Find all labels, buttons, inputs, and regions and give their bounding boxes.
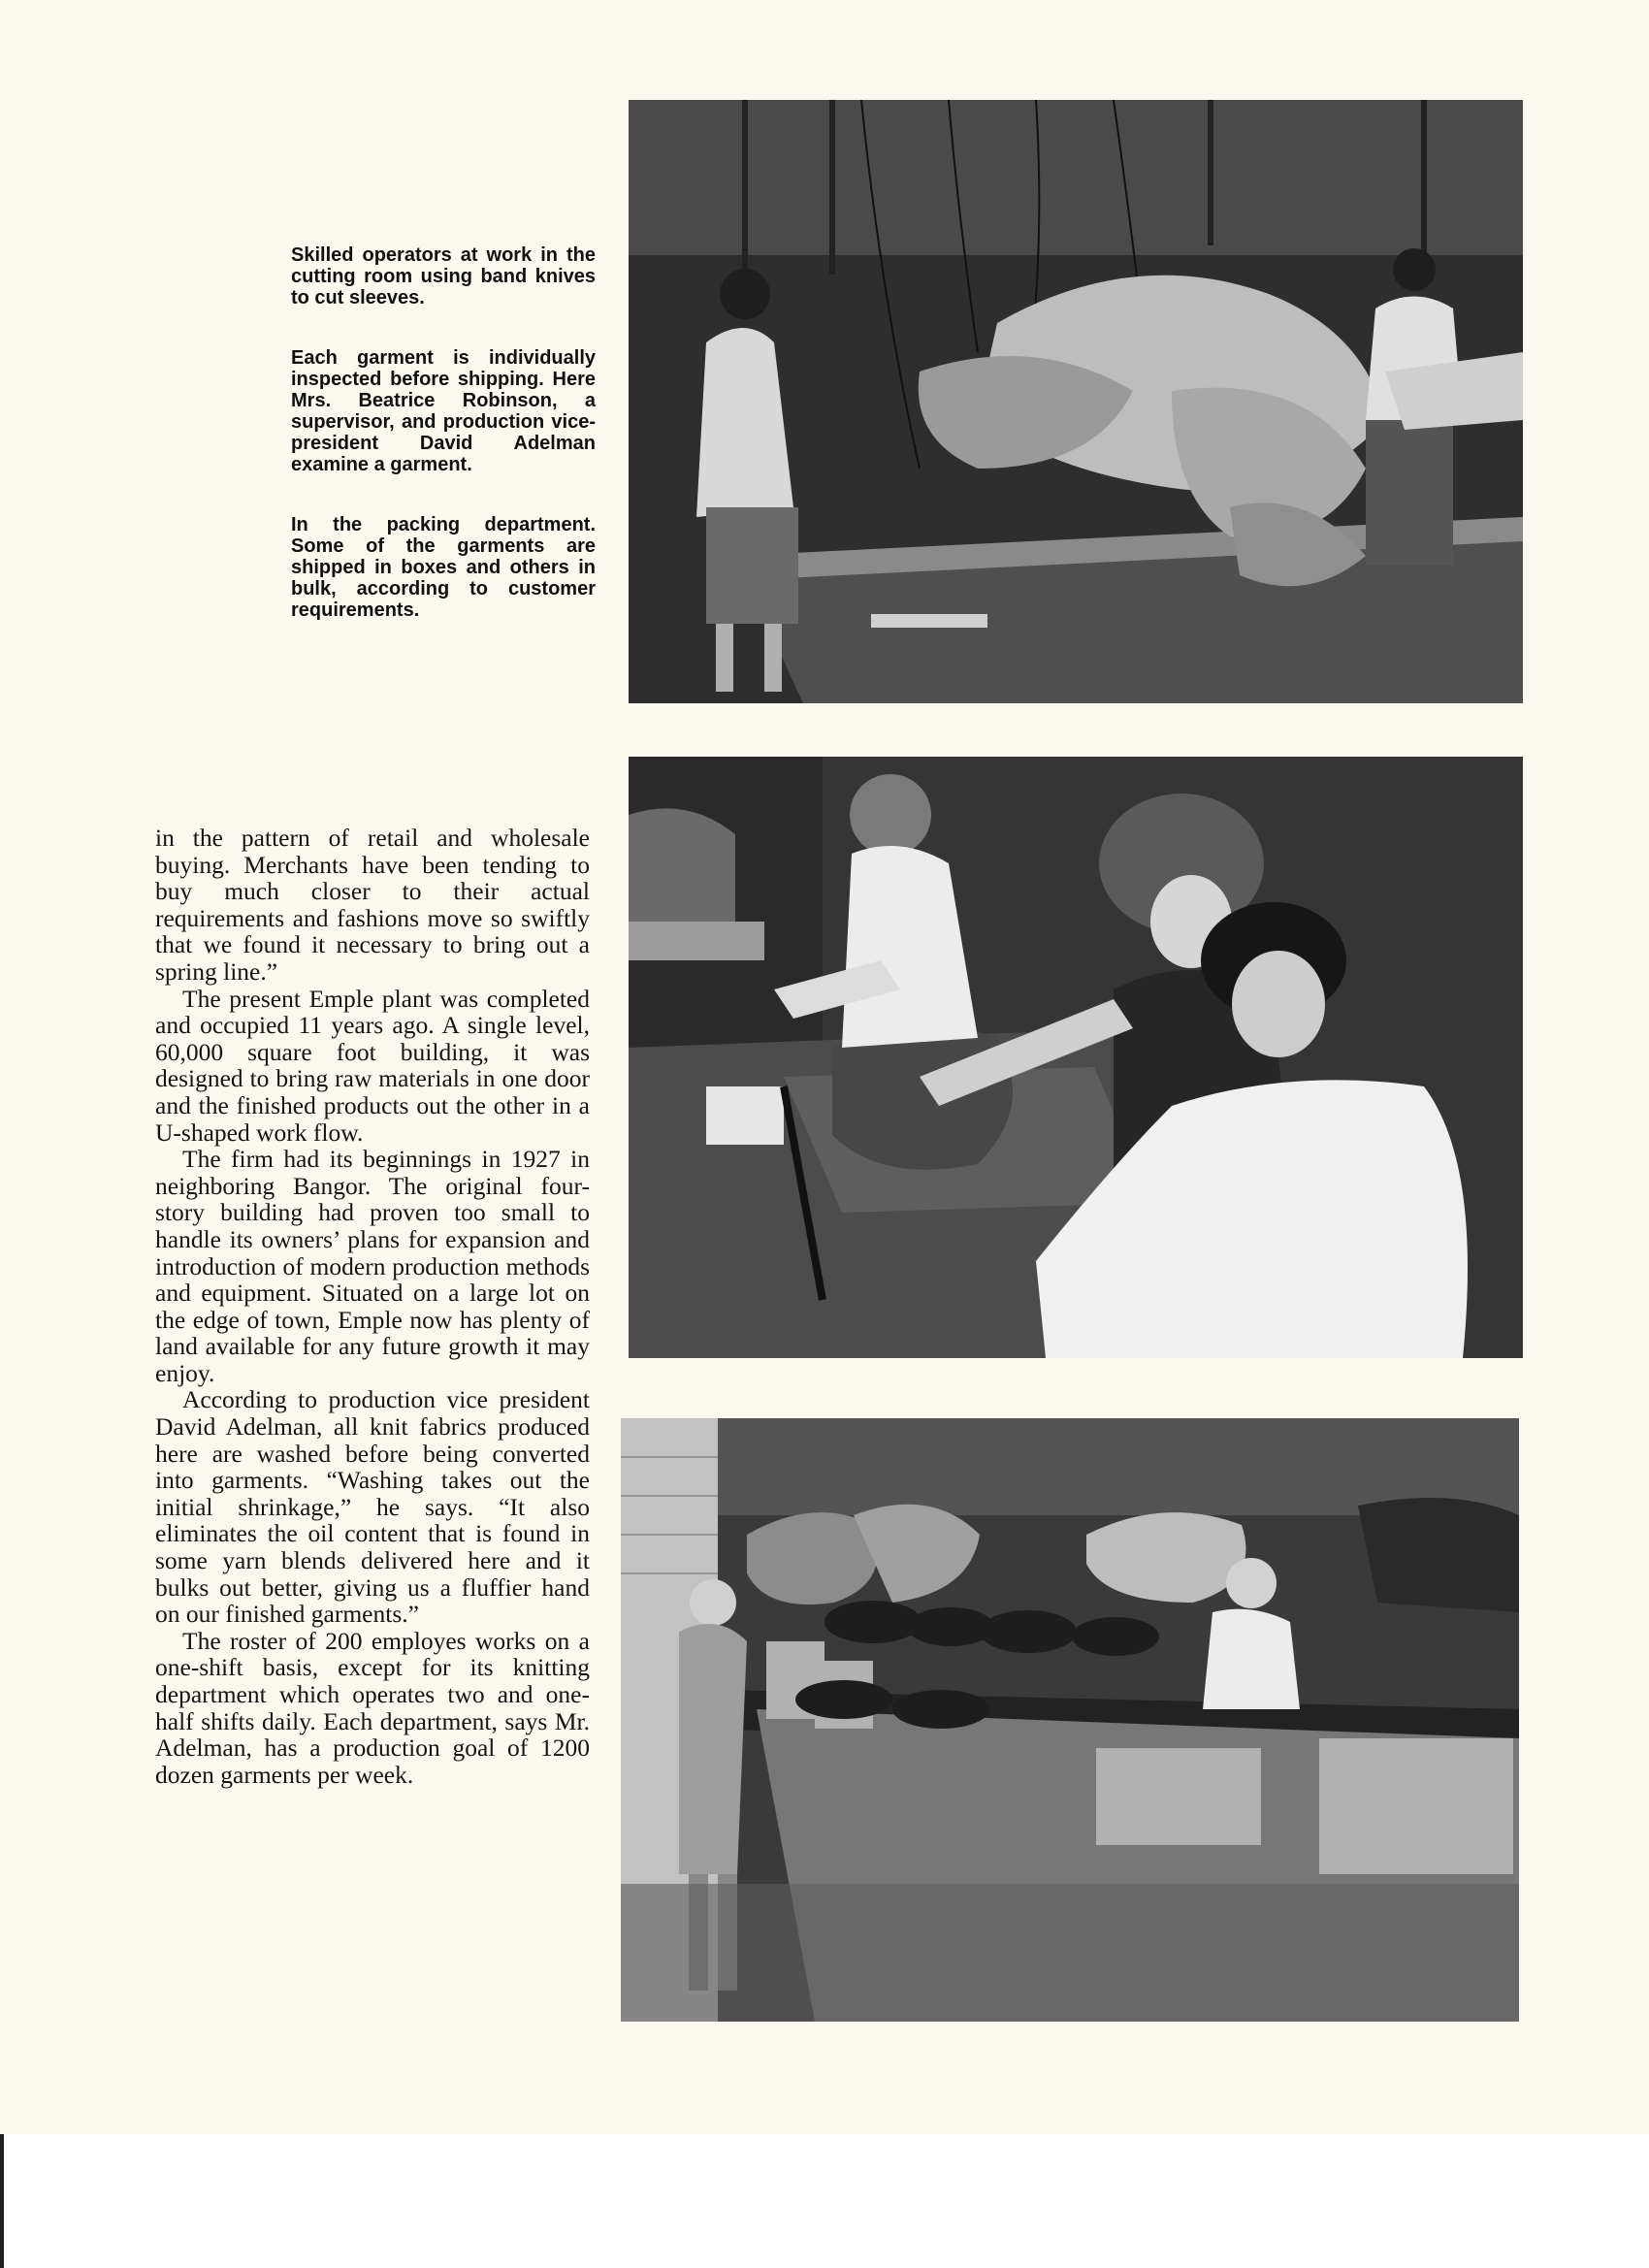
article-body (155, 825, 590, 1788)
article-paragraph: The firm had its beginnings in 1927 in neighboring Bangor. The original four-story building had proven too small to handle its owners’ plans for expansion and introduction of modern production methods and equipment. Situated on a large lot on the edge of town, Emple now has plenty of land available for any future growth it may enjoy. (155, 1145, 590, 1387)
article-paragraph: According to production vice president David Adelman, all knit fabrics produced here are washed before being converted into garments. “Washing takes out the initial shrinkage,” he says. “It also eliminates the oil content that is found in some yarn blends delivered here and it bulks out better, giving us a fluffier hand on our finished garments.” (155, 1385, 590, 1629)
article-paragraph: The roster of 200 employes works on a one-shift basis, except for its knitting department which operates two and one-half shifts daily. Each department, says Mr. Adelman, has a production goal of 1200 dozen garments per week. (155, 1626, 590, 1789)
caption-cutting-room: Skilled operators at work in the cutting room using band knives to cut sleeves. (291, 244, 596, 308)
caption-inspection: Each garment is individually inspected before shipping. Here Mrs. Beatrice Robinson, a supervisor, and production vice-president David Adelman examine a garment. (291, 347, 596, 475)
photo-cutting-room (629, 100, 1523, 703)
article-paragraph: in the pattern of retail and wholesale buying. Merchants have been tending to buy much closer to their actual requirements and fashions move so swiftly that we found it necessary to bring out a spring line.” (155, 824, 590, 986)
article-paragraph: The present Emple plant was completed and occupied 11 years ago. A single level, 60,000 square foot building, it was designed to bring raw materials in one door and the finished products out the other in a U-shaped work flow. (155, 984, 590, 1147)
photo-packing (621, 1418, 1519, 2022)
scan-edge (0, 2134, 4, 2268)
caption-packing: In the packing department. Some of the garments are shipped in boxes and others in bulk, according to customer requirements. (291, 514, 596, 621)
photo-inspection (629, 757, 1523, 1358)
